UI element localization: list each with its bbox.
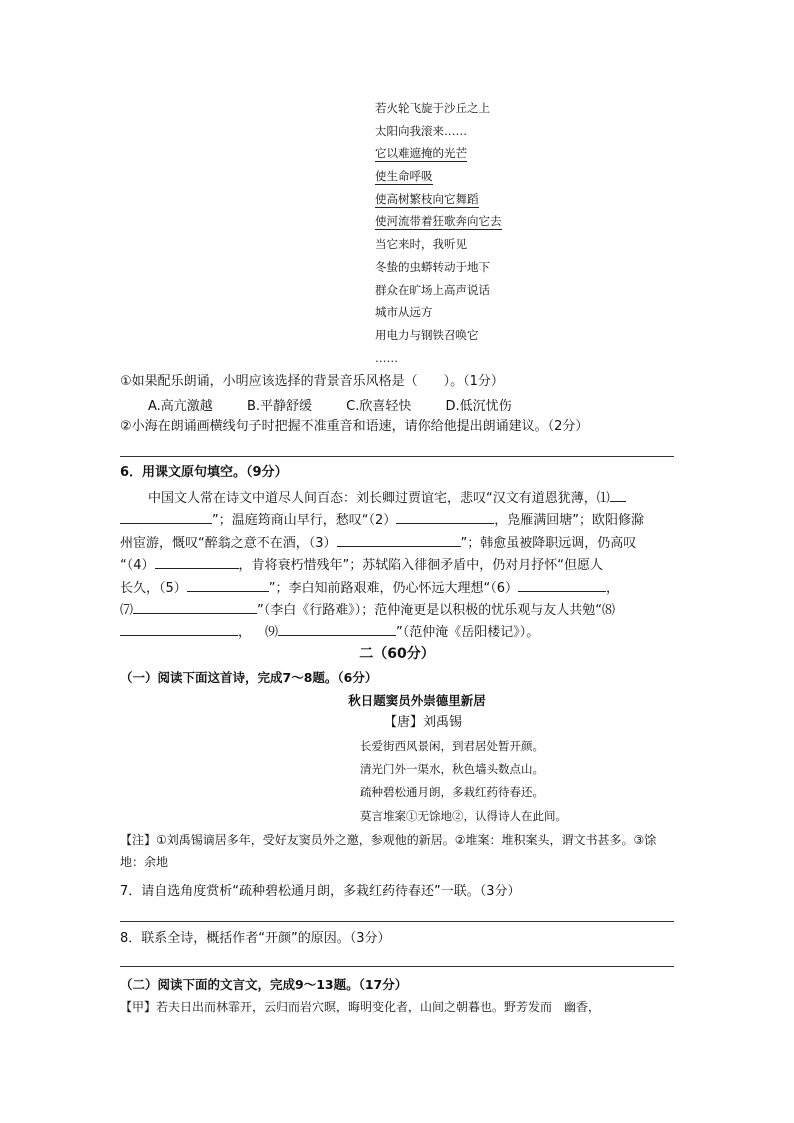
poem-line-text: 使生命呼吸 [375, 169, 433, 184]
poem-author: 【唐】刘禹锡 [383, 715, 462, 730]
poem-line [375, 191, 695, 214]
fill-blank-8[interactable] [120, 620, 238, 636]
poem2-line: 长爱街西风景闲，到君居处暂开颜。 [360, 739, 544, 753]
poem-line-text: 使河流带着狂歌奔向它去 [375, 214, 502, 229]
poem-line-text: …… [375, 350, 398, 365]
q6-text: 长久，（5） [120, 580, 187, 596]
fill-blank-1a[interactable] [610, 486, 626, 502]
poem-line-text: 用电力与钢铁召唤它 [375, 327, 479, 342]
part2-heading: （二）阅读下面的文言文，完成9～13题。（17分） [120, 977, 408, 992]
poem-line [375, 259, 695, 282]
fill-blank-9[interactable] [278, 620, 396, 636]
classical-prose-jia: 【甲】若夫日出而林霏开，云归而岩穴暝，晦明变化者，山间之朝暮也。野芳发而 幽香， [120, 1000, 601, 1014]
poem-line-text: 当它来时，我听见 [375, 237, 467, 252]
q6-text: ，肯将衰朽惜残年”；苏轼陷入徘徊矛盾中，仍对月抒怀“但愿人 [238, 558, 603, 574]
q6-text: ”；温庭筠商山早行，愁叹“（2） [212, 513, 397, 529]
q6-text: 州宦游，慨叹“醉翁之意不在酒，（3） [120, 535, 337, 551]
q6-text: ⑺ [120, 602, 134, 618]
fill-blank-2[interactable] [396, 508, 494, 524]
answer-line-q5 [120, 456, 674, 457]
q6-text: ”（范仲淹《岳阳楼记》）。 [396, 625, 540, 641]
q5-sub2: ②小海在朗诵画横线句子时把握不准重音和语速，请你给他提出朗诵建议。（2分） [120, 419, 589, 434]
answer-line-q7 [120, 921, 674, 922]
poem-line-text: 太阳向我滚来…… [375, 123, 467, 138]
q6-text: ”（李白《行路难》）；范仲淹更是以积极的忧乐观与友人共勉“⑻ [257, 602, 615, 618]
fill-blank-7[interactable] [133, 598, 257, 614]
poem-line-text: 城市从远方 [375, 305, 433, 320]
q6-text: ⑼ [265, 625, 279, 641]
fill-blank-1[interactable] [120, 508, 212, 524]
poem-note [120, 829, 685, 873]
poem-line-text: 使高树繁枝向它舞蹈 [375, 191, 479, 206]
q6-text: “（4） [120, 558, 155, 574]
poem-line [375, 350, 695, 373]
poem-title: 秋日题窦员外崇德里新居 [348, 693, 486, 708]
poem-line-text: 冬蛰的虫蟒转动于地下 [375, 259, 490, 274]
q6-title: 6．用课文原句填空。（9分） [120, 465, 288, 480]
q6-text: ， [606, 580, 620, 596]
poem-line [375, 213, 695, 236]
q6-fill-block [120, 486, 676, 643]
poem2-line: 莫言堆案①无馀地②，认得诗人在此间。 [360, 808, 567, 823]
option-c: C.欣喜轻快 [346, 399, 412, 414]
q6-text: 中国文人常在诗文中道尽人间百态：刘长卿过贾谊宅，悲叹“汉文有道恩犹薄，⑴ [148, 491, 610, 506]
poem-line [375, 168, 695, 191]
poem-line [375, 236, 695, 259]
q7: 7．请自选角度赏析“疏种碧松通月朗，多栽红药待春还”一联。（3分） [120, 884, 521, 899]
option-d: D.低沉忧伤 [445, 399, 512, 414]
note-line: 地：余地 [120, 855, 169, 869]
poem-excerpt [375, 100, 695, 372]
option-b: B.平静舒缓 [246, 399, 313, 414]
poem2-line: 清光门外一渠水，秋色墙头数点山。 [360, 762, 544, 777]
poem-line [375, 100, 695, 123]
poem-line-text: 若火轮飞旋于沙丘之上 [375, 101, 490, 115]
q6-text: ”；韩愈虽被降职远调，仍高叹 [460, 535, 637, 551]
q6-text: ， [238, 625, 252, 641]
answer-line-q8 [120, 966, 674, 967]
note-line: 【注】①刘禹锡谪居多年，受好友窦员外之邀，参观他的新居。②堆案：堆积案头，谓文书甚多。③馀 [120, 833, 657, 847]
q6-text: ，凫雁满回塘”；欧阳修滁 [494, 513, 644, 529]
poem-line-text: 群众在旷场上高声说话 [375, 282, 490, 297]
fill-blank-4[interactable] [155, 553, 239, 569]
poem-line [375, 304, 695, 327]
poem-line-text: 它以难遮掩的光芒 [375, 146, 467, 161]
part1-heading: （一）阅读下面这首诗，完成7～8题。（6分） [120, 670, 378, 685]
poem-line [375, 327, 695, 350]
poem2-line: 疏种碧松通月朗，多栽红药待春还。 [360, 785, 544, 800]
classical-poem [360, 738, 567, 831]
q5-sub1: ①如果配乐朗诵，小明应该选择的背景音乐风格是（ ）。（1分） [120, 374, 504, 389]
section-title: 二（60分） [359, 646, 435, 662]
poem-line [375, 123, 695, 146]
fill-blank-6[interactable] [518, 576, 606, 592]
q5-options [148, 397, 542, 417]
option-a: A.高亢激越 [148, 399, 213, 414]
fill-blank-3[interactable] [337, 531, 461, 547]
q6-text: ”；李白知前路艰难，仍心怀远大理想“（6） [268, 580, 519, 596]
q8: 8．联系全诗，概括作者“开颜”的原因。（3分） [120, 931, 391, 946]
fill-blank-5[interactable] [187, 576, 269, 592]
poem-line [375, 145, 695, 168]
poem-line [375, 282, 695, 305]
